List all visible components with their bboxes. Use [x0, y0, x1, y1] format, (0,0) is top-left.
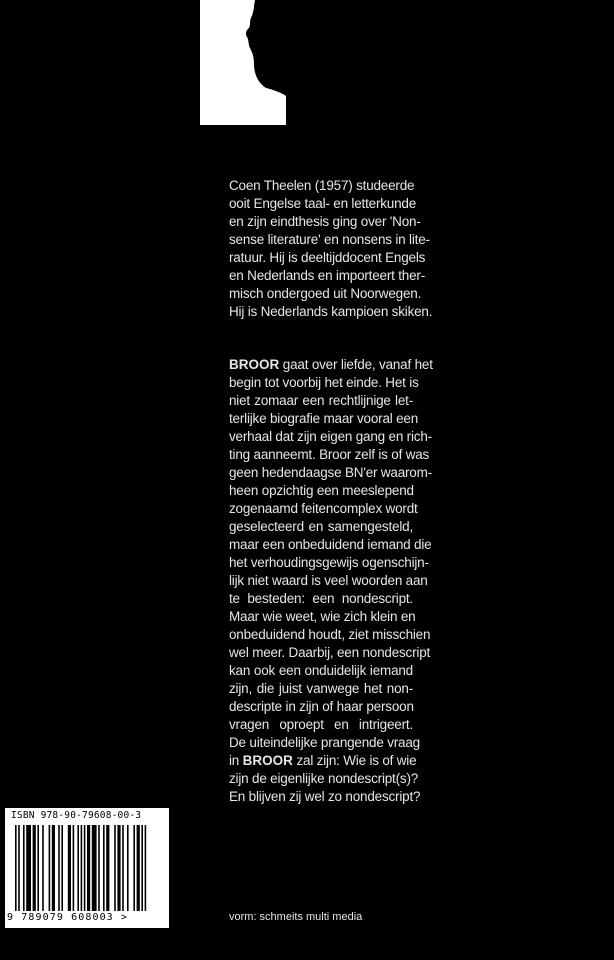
description-first-line: BROOR gaat over liefde, vanaf het — [229, 357, 433, 372]
text-line: Coen Theelen (1957) studeerde — [229, 178, 415, 193]
barcode-bars — [15, 825, 163, 911]
text-line: zogenaamd feitencomplex wordt — [229, 501, 418, 516]
text-line: geselecteerd en samengesteld, — [229, 519, 413, 534]
text-line: te besteden: een nondescript. — [229, 591, 413, 606]
text-line: descripte in zijn of haar persoon — [229, 699, 414, 714]
barcode-bar — [68, 825, 71, 911]
barcode-bar — [26, 825, 31, 911]
text-line: wel meer. Daarbij, een nondescript — [229, 645, 431, 660]
barcode-bar — [87, 825, 90, 911]
text-line: lijk niet waard is veel woorden aan — [229, 573, 428, 588]
barcode-bar — [23, 825, 25, 911]
text-line: verhaal dat zijn eigen gang en rich- — [229, 429, 432, 444]
barcode-bar — [49, 825, 51, 911]
barcode-bar — [117, 825, 120, 911]
text-line: en Nederlands en importeert ther- — [229, 268, 426, 283]
description-lines — [229, 374, 432, 752]
barcode-bar — [84, 825, 86, 911]
text-line: zijn, die juist vanwege het non- — [229, 681, 413, 696]
text-line: zijn de eigenlijke nondescript(s)? — [229, 771, 419, 786]
barcode-bar — [81, 825, 83, 911]
barcode-bar — [103, 825, 105, 911]
text-line: ooit Engelse taal- en letterkunde — [229, 196, 417, 211]
barcode-bar — [42, 825, 44, 911]
barcode-bar — [127, 825, 129, 911]
text-line: terlijke biografie maar vooral een — [229, 411, 419, 426]
barcode-bar — [33, 825, 36, 911]
isbn-barcode — [5, 808, 169, 928]
text-line: ratuur. Hij is deeltijddocent Engels — [229, 250, 426, 265]
text-line: De uiteindelijke prangende vraag — [229, 735, 420, 750]
text-line: heen opzichtig een meeslepend — [229, 483, 414, 498]
design-credit: vorm: schmeits multi media — [229, 911, 363, 923]
title-word: BROOR — [229, 357, 280, 372]
barcode-bar — [114, 825, 116, 911]
text-line: maar een onbeduidend iemand die — [229, 537, 432, 552]
text-line: kan ook een onduidelijk iemand — [229, 663, 413, 678]
barcode-bar — [92, 825, 97, 911]
barcode-digits: 9 789079 608003 > — [7, 912, 129, 923]
barcode-bar — [15, 825, 17, 911]
text-line: Hij is Nederlands kampioen skiken. — [229, 304, 433, 319]
text-line: Maar wie weet, wie zich klein en — [229, 609, 416, 624]
barcode-bar — [52, 825, 55, 911]
text-line: geen hedendaagse BN'er waarom- — [229, 465, 432, 480]
author-silhouette — [200, 0, 460, 125]
barcode-bar — [106, 825, 109, 911]
text-line: en zijn eindthesis ging over 'Non- — [229, 214, 421, 229]
barcode-bar — [145, 825, 147, 911]
barcode-bar — [37, 825, 39, 911]
description-question-line: in BROOR zal zijn: Wie is of wie — [229, 753, 417, 768]
barcode-bar — [73, 825, 75, 911]
text-line: vragen oproept en intrigeert. — [229, 717, 413, 732]
text-line: begin tot voorbij het einde. Het is — [229, 375, 419, 390]
barcode-bar — [77, 825, 79, 911]
text-line: sense literature' en nonsens in lite- — [229, 232, 430, 247]
title-word-2: BROOR — [242, 753, 293, 768]
text-line: misch ondergoed uit Noorwegen. — [229, 286, 422, 301]
barcode-bar — [133, 825, 135, 911]
barcode-bar — [141, 825, 143, 911]
text-line: het verhoudingsgewijs ogenschijn- — [229, 555, 429, 570]
barcode-bar — [122, 825, 124, 911]
barcode-bar — [18, 825, 20, 911]
text-line: niet zomaar een rechtlijnige let- — [229, 393, 413, 408]
author-bio — [229, 177, 433, 321]
barcode-bar — [58, 825, 60, 911]
description-end-lines — [229, 770, 421, 806]
barcode-bar — [137, 825, 140, 911]
text-line: En blijven zij wel zo nondescript? — [229, 789, 421, 804]
isbn-label: ISBN 978-90-79608-00-3 — [11, 810, 142, 821]
text-line: onbeduidend houdt, ziet misschien — [229, 627, 431, 642]
text-line: ting aanneemt. Broor zelf is of was — [229, 447, 430, 462]
barcode-bar — [98, 825, 100, 911]
barcode-bar — [61, 825, 63, 911]
book-description — [229, 356, 433, 806]
